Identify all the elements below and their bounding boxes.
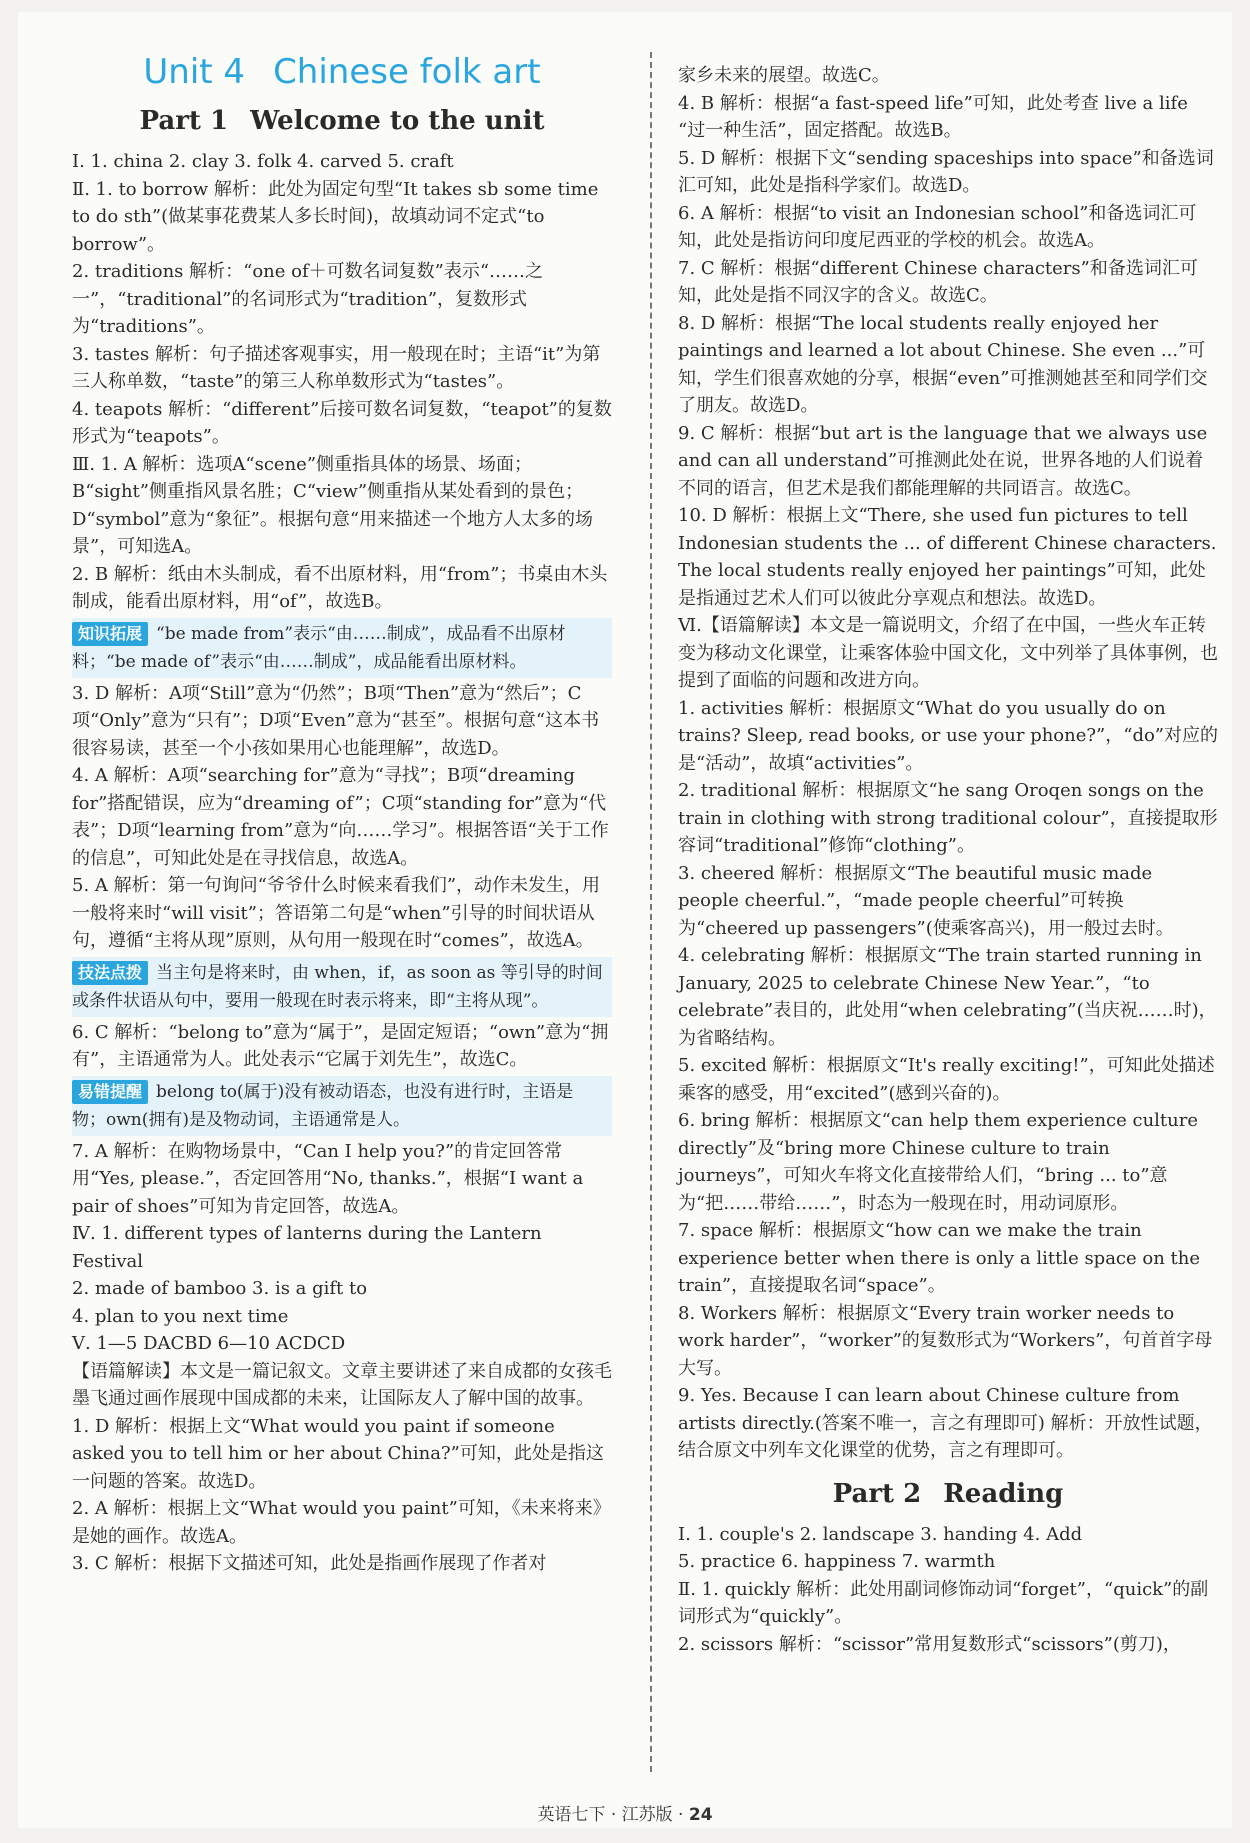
answer-line: 3. cheered 解析：根据原文“The beautiful music made people cheerful.”，“made people cheerful”可转换为“cheered up passengers”(使乘客高兴)，用一般过去时。 [678,862,1174,939]
part1-name: Welcome to the unit [250,106,545,136]
answer-line: 【语篇解读】本文是一篇记叙文。文章主要讲述了来自成都的女孩毛墨飞通过画作展现中国成都的未来，让国际友人了解中国的故事。 [72,1360,612,1409]
answer-line: Ⅱ. 1. to borrow 解析：此处为固定句型“It takes sb some time to do sth”(做某事花费某人多长时间)，故填动词不定式“to borrow”。 [72,178,599,255]
answer-line: 8. D 解析：根据“The local students really enjoyed her paintings and learned a lot about Chinese. She even ...”可知，学生们很喜欢她的分享，根据“even”可推测她甚至和同学们交了朋友。故选D。 [678,312,1208,416]
page-number: 24 [688,1805,713,1825]
answer-line: 1. activities 解析：根据原文“What do you usually do on trains? Sleep, read books, or use your phone?”，“do”对应的是“活动”，故填“activities”。 [678,697,1219,774]
tip-text: 当主句是将来时，由 when，if，as soon as 等引导的时间或条件状语从句中，要用一般现在时表示将来，即“主将从现”。 [72,962,603,1011]
answer-line: 1. D 解析：根据上文“What would you paint if someone asked you to tell him or her about China?”可知，此处是指这一问题的答案。故选D。 [72,1415,604,1492]
answer-line: Ⅰ. 1. china 2. clay 3. folk 4. carved 5. craft [72,151,454,172]
tip-text: belong to(属于)没有被动语态，也没有进行时，主语是物；own(拥有)是及物动词，主语通常是人。 [72,1081,574,1130]
answer-line: 5. excited 解析：根据原文“It's really exciting!”，可知此处描述乘客的感受，用“excited”(感到兴奋的)。 [678,1055,1215,1104]
tip-box [72,1076,612,1136]
part1-title [72,98,612,144]
answer-line: 3. tastes 解析：句子描述客观事实，用一般现在时；主语“it”为第三人称单数，“taste”的第三人称单数形式为“tastes”。 [72,343,601,392]
unit-number: Unit 4 [143,52,246,92]
answer-line: Ⅰ. 1. couple's 2. landscape 3. handing 4. Add [678,1523,1083,1545]
footer-text: 英语七下 · 江苏版 · [537,1805,689,1825]
part2-name: Reading [943,1478,1064,1509]
part1-number: Part 1 [139,106,229,136]
answer-line: 5. D 解析：根据下文“sending spaceships into space”和备选词汇可知，此处是指科学家们。故选D。 [678,147,1214,196]
answer-line: 2. traditional 解析：根据原文“he sang Oroqen songs on the train in clothing with strong traditional colour”，直接提取形容词“traditional”修饰“clothing”。 [678,780,1218,856]
answer-line: 6. C 解析：“belong to”意为“属于”，是固定短语；“own”意为“拥有”，主语通常为人。此处表示“它属于刘先生”，故选C。 [72,1021,609,1070]
answer-line: 4. celebrating 解析：根据原文“The train started running in January, 2025 to celebrate Chinese New Year.”，“to celebrate”表目的，此处用“when celebrating”(当庆祝……时)，为省略结构。 [678,945,1217,1049]
answer-line: 2. scissors 解析：“scissor”常用复数形式“scissors”(剪刀)， [678,1633,1181,1655]
answer-line: 4. teapots 解析：“different”后接可数名词复数，“teapot”的复数形式为“teapots”。 [72,398,612,447]
answer-line: Ⅵ.【语篇解读】本文是一篇说明文，介绍了在中国，一些火车正转变为移动文化课堂，让乘客体验中国文化，文中列举了具体事例，也提到了面临的问题和改进方向。 [678,615,1218,691]
answer-line: 7. C 解析：根据“different Chinese characters”和备选词汇可知，此处是指不同汉字的含义。故选C。 [678,257,1198,306]
left-column [72,48,612,1578]
answer-line: 2. A 解析：根据上文“What would you paint”可知，《未来将来》是她的画作。故选A。 [72,1498,611,1547]
answer-line: 家乡未来的展望。故选C。 [678,65,890,86]
answer-line: Ⅲ. 1. A 解析：选项A“scene”侧重指具体的场景、场面；B“sight”侧重指风景名胜；C“view”侧重指从某处看到的景色；D“symbol”意为“象征”。根据句意“用来描述一个地方人太多的场景”，可知选A。 [72,453,594,557]
answer-line: 4. B 解析：根据“a fast-speed life”可知，此处考查 live a life “过一种生活”，固定搭配。故选B。 [678,92,1188,141]
unit-name: Chinese folk art [273,52,541,92]
answer-line: 9. Yes. Because I can learn about Chinese culture from artists directly.(答案不唯一，言之有理即可) 解析：开放性试题，结合原文中列车文化课堂的优势，言之有理即可。 [678,1385,1213,1461]
unit-title [72,48,612,96]
tip-box [72,618,612,678]
column-divider [650,52,652,1772]
tip-tag: 知识拓展 [72,622,148,646]
answer-line: 4. plan to you next time [72,1305,289,1327]
answer-line: 6. A 解析：根据“to visit an Indonesian school”和备选词汇可知，此处是指访问印度尼西亚的学校的机会。故选A。 [678,202,1197,251]
answer-line: 7. space 解析：根据原文“how can we make the train experience better when there is only a little space on the train”，直接提取名词“space”。 [678,1220,1201,1296]
answer-line: 4. A 解析：A项“searching for”意为“寻找”；B项“dreaming for”搭配错误，应为“dreaming of”；C项“standing for”意为“代表”；D项“learning from”意为“向……学习”。根据答语“关于工作的信息”，可知此处是在寻找信息，故选A。 [72,765,609,869]
answer-page [18,12,1232,1828]
answer-line: 9. C 解析：根据“but art is the language that we always use and can all understand”可推测此处在说，世界各地的人们说着不同的语言，但艺术是我们都能理解的共同语言。故选C。 [678,422,1208,499]
right-column [678,62,1218,1658]
answer-line: Ⅴ. 1—5 DACBD 6—10 ACDCD [72,1333,346,1354]
answer-line: 8. Workers 解析：根据原文“Every train worker needs to work harder”，“worker”的复数形式为“Workers”，句首首字母大写。 [678,1302,1213,1379]
answer-line: 2. B 解析：纸由木头制成，看不出原材料，用“from”；书桌由木头制成，能看出原材料，用“of”，故选B。 [72,563,608,612]
part2-number: Part 2 [832,1478,922,1509]
tip-text: “be made from”表示“由……制成”，成品看不出原材料；“be made of”表示“由……制成”，成品能看出原材料。 [72,623,566,672]
answer-line: 5. practice 6. happiness 7. warmth [678,1551,996,1572]
tip-tag: 易错提醒 [72,1080,148,1104]
tip-box [72,957,612,1017]
answer-line: 7. A 解析：在购物场景中，“Can I help you?”的肯定回答常用“Yes, please.”，否定回答用“No, thanks.”，根据“I want a pair of shoes”可知为肯定回答，故选A。 [72,1140,584,1217]
page-footer [0,1800,1250,1825]
answer-line: 2. made of bamboo 3. is a gift to [72,1278,368,1299]
answer-line: Ⅱ. 1. quickly 解析：此处用副词修饰动词“forget”，“quick”的副词形式为“quickly”。 [678,1578,1209,1627]
answer-line: 3. D 解析：A项“Still”意为“仍然”；B项“Then”意为“然后”；C项“Only”意为“只有”；D项“Even”意为“甚至”。根据句意“这本书很容易读，甚至一个小孩如果用心也能理解”，故选D。 [72,682,600,759]
answer-line: 5. A 解析：第一句询问“爷爷什么时候来看我们”，动作未发生，用一般将来时“will visit”；答语第二句是“when”引导的时间状语从句，遵循“主将从现”原则，从句用一般现在时“comes”，故选A。 [72,875,601,951]
part2-title [678,1471,1218,1517]
answer-line: 10. D 解析：根据上文“There, she used fun pictures to tell Indonesian students the ... of different Chinese characters. The local students really enjoyed her paintings”可知，此处是指通过艺术人们可以彼此分享观点和想法。故选D。 [678,505,1217,609]
tip-tag: 技法点拨 [72,961,148,985]
answer-line: 2. traditions 解析：“one of＋可数名词复数”表示“……之一”，“traditional”的名词形式为“tradition”，复数形式为“traditions”。 [72,261,544,337]
answer-line: Ⅳ. 1. different types of lanterns during the Lantern Festival [72,1223,542,1272]
answer-line: 6. bring 解析：根据原文“can help them experience culture directly”及“bring more Chinese culture to train journeys”，可知火车将文化直接带给人们，“bring ... to”意为“把……带给……”，时态为一般现在时，用动词原形。 [678,1110,1199,1214]
answer-line: 3. C 解析：根据下文描述可知，此处是指画作展现了作者对 [72,1553,547,1574]
